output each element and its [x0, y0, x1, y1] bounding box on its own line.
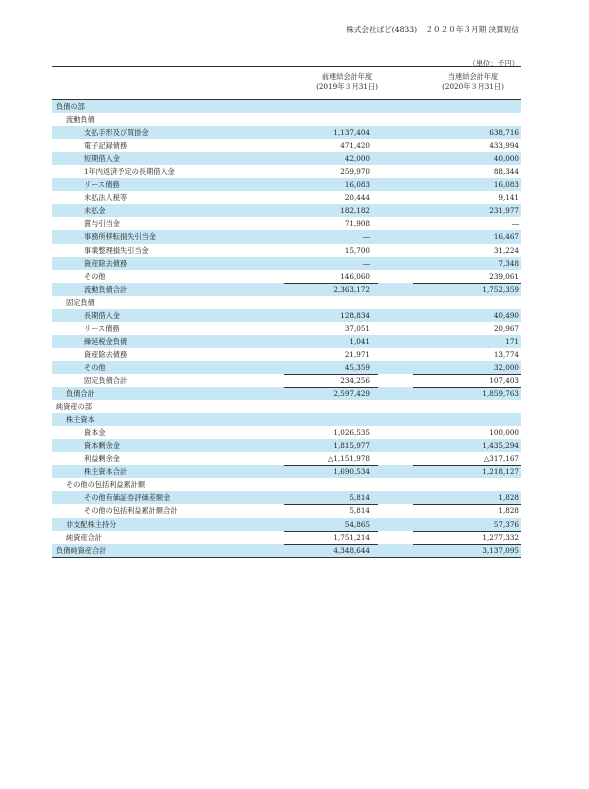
- unit-label: （単位：千円）: [468, 59, 519, 68]
- row-value-prev: 71,908: [344, 219, 370, 229]
- row-value-prev: 1,026,535: [333, 428, 370, 438]
- table-row: [52, 283, 521, 296]
- row-value-prev: 2,597,429: [333, 389, 370, 399]
- row-label: 事務所移転損失引当金: [84, 232, 156, 242]
- row-value-curr: 13,774: [493, 349, 519, 359]
- row-value-prev: △1,151,978: [327, 454, 370, 464]
- table-row: [52, 230, 521, 243]
- balance-sheet-table: [52, 66, 521, 558]
- row-value-prev: ―: [362, 258, 370, 268]
- row-value-curr: 40,490: [493, 310, 519, 320]
- table-row: [52, 531, 521, 544]
- row-label: 事業整理損失引当金: [84, 245, 149, 255]
- column-curr-title: 当連結会計年度: [447, 72, 499, 81]
- subtotal-rule: [413, 283, 521, 284]
- table-row: [52, 491, 521, 504]
- row-label: 株主資本合計: [84, 467, 128, 477]
- table-row: [52, 348, 521, 361]
- subtotal-rule: [284, 374, 378, 375]
- subtotal-rule: [284, 387, 378, 388]
- row-label: 負債合計: [66, 389, 95, 399]
- row-label: 非支配株主持分: [66, 519, 117, 529]
- row-label: 流動負債合計: [84, 284, 128, 294]
- subtotal-rule: [284, 531, 378, 532]
- row-label: 長期借入金: [84, 310, 120, 320]
- row-value-curr: 1,435,294: [482, 441, 519, 451]
- row-value-curr: 1,828: [498, 493, 519, 503]
- row-value-prev: 234,256: [340, 375, 370, 385]
- row-value-curr: 1,859,763: [482, 389, 519, 399]
- table-row: [52, 126, 521, 139]
- table-row: [52, 191, 521, 204]
- row-value-curr: 16,467: [493, 232, 519, 242]
- table-body: [52, 100, 521, 557]
- row-value-curr: 9,141: [498, 193, 519, 203]
- table-row: [52, 296, 521, 309]
- row-label: 支払手形及び買掛金: [84, 128, 149, 138]
- table-row: [52, 178, 521, 191]
- table-row: [52, 544, 521, 557]
- table-row: [52, 113, 521, 126]
- column-header: [52, 67, 521, 100]
- row-label: リース債務: [84, 323, 120, 333]
- row-label: 純資産合計: [66, 532, 102, 542]
- row-label: その他有価証券評価差額金: [84, 493, 171, 503]
- row-value-prev: 1,137,404: [333, 128, 370, 138]
- row-value-prev: 15,700: [344, 245, 370, 255]
- row-label: 短期借入金: [84, 154, 120, 164]
- row-label: その他: [84, 362, 106, 372]
- document-header: [346, 24, 519, 35]
- subtotal-rule: [413, 465, 521, 466]
- row-value-curr: 3,137,095: [482, 545, 519, 555]
- row-value-prev: 259,970: [340, 167, 370, 177]
- table-row: [52, 270, 521, 283]
- row-value-prev: 5,814: [349, 493, 370, 503]
- row-label: 資本剰余金: [84, 441, 120, 451]
- row-value-prev: ―: [362, 232, 370, 242]
- subtotal-rule: [284, 504, 378, 505]
- row-label: 資産除去債務: [84, 349, 128, 359]
- row-label: その他の包括利益累計額: [66, 480, 146, 490]
- table-row: [52, 309, 521, 322]
- column-prev-date: (2019年３月31日): [316, 82, 378, 91]
- row-value-curr: 1,277,332: [482, 532, 519, 542]
- row-label: その他の包括利益累計額合計: [84, 506, 178, 516]
- table-row: [52, 152, 521, 165]
- row-value-prev: 4,348,644: [333, 545, 370, 555]
- row-value-prev: 471,420: [340, 141, 370, 151]
- row-label: 1年内返済予定の長期借入金: [84, 167, 175, 177]
- table-row: [52, 439, 521, 452]
- table-row: [52, 322, 521, 335]
- table-row: [52, 413, 521, 426]
- row-value-prev: 1,690,534: [333, 467, 370, 477]
- table-row: [52, 465, 521, 478]
- table-row: [52, 374, 521, 387]
- row-label: 資本金: [84, 428, 106, 438]
- table-row: [52, 361, 521, 374]
- period-title: ２０２０年３月期 決算短信: [425, 25, 519, 34]
- table-row: [52, 100, 521, 113]
- company-name: 株式会社ぱど(4833): [346, 25, 418, 34]
- subtotal-rule: [413, 374, 521, 375]
- row-value-prev: 2,363,172: [333, 284, 370, 294]
- row-value-prev: 42,000: [344, 154, 370, 164]
- table-row: [52, 426, 521, 439]
- row-value-prev: 54,865: [344, 519, 370, 529]
- table-row: [52, 217, 521, 230]
- table-row: [52, 139, 521, 152]
- row-value-curr: 1,828: [498, 506, 519, 516]
- column-prev-header: [302, 72, 392, 92]
- row-value-prev: 1,815,977: [333, 441, 370, 451]
- subtotal-rule: [284, 283, 378, 284]
- subtotal-rule: [413, 504, 521, 505]
- row-value-prev: 182,182: [340, 206, 370, 216]
- table-row: [52, 244, 521, 257]
- row-label: 負債純資産合計: [56, 545, 107, 555]
- table-row: [52, 504, 521, 517]
- subtotal-rule: [413, 387, 521, 388]
- row-value-curr: 433,994: [489, 141, 519, 151]
- row-label: 負債の部: [56, 102, 85, 111]
- row-label: 賞与引当金: [84, 219, 120, 229]
- row-label: 純資産の部: [56, 402, 92, 412]
- table-row: [52, 257, 521, 270]
- row-value-curr: 171: [505, 336, 519, 346]
- row-value-prev: 128,834: [340, 310, 370, 320]
- row-value-curr: ―: [511, 219, 519, 229]
- row-value-curr: △317,167: [483, 454, 519, 464]
- row-label: 流動負債: [66, 115, 95, 125]
- row-value-curr: 231,977: [489, 206, 519, 216]
- column-prev-title: 前連結会計年度: [321, 72, 373, 81]
- subtotal-rule: [413, 531, 521, 532]
- table-row: [52, 387, 521, 400]
- row-value-curr: 1,752,359: [482, 284, 519, 294]
- subtotal-rule: [413, 544, 521, 545]
- row-label: 電子記録債務: [84, 141, 128, 151]
- row-value-prev: 21,971: [344, 349, 370, 359]
- row-value-prev: 20,444: [344, 193, 370, 203]
- table-row: [52, 165, 521, 178]
- column-curr-header: [428, 72, 518, 92]
- row-label: 繰延税金負債: [84, 336, 128, 346]
- table-row: [52, 518, 521, 531]
- row-value-curr: 57,376: [493, 519, 519, 529]
- table-row: [52, 204, 521, 217]
- row-label: 未払金: [84, 206, 106, 216]
- row-value-curr: 239,061: [489, 271, 519, 281]
- row-value-prev: 146,060: [340, 271, 370, 281]
- row-value-curr: 40,000: [493, 154, 519, 164]
- row-label: 固定負債合計: [84, 375, 128, 385]
- table-row: [52, 335, 521, 348]
- subtotal-rule: [284, 544, 378, 545]
- column-curr-date: (2020年３月31日): [442, 82, 504, 91]
- table-bottom-rule: [52, 557, 521, 558]
- row-label: 資産除去債務: [84, 258, 128, 268]
- row-label: 固定負債: [66, 297, 95, 307]
- row-value-curr: 100,000: [489, 428, 519, 438]
- row-label: リース債務: [84, 180, 120, 190]
- row-label: 未払法人税等: [84, 193, 128, 203]
- row-value-curr: 16,083: [493, 180, 519, 190]
- row-value-curr: 1,218,127: [482, 467, 519, 477]
- row-value-prev: 16,083: [344, 180, 370, 190]
- row-label: 利益剰余金: [84, 454, 120, 464]
- row-value-prev: 1,751,214: [333, 532, 370, 542]
- row-value-prev: 1,041: [349, 336, 370, 346]
- row-value-curr: 88,344: [493, 167, 519, 177]
- row-value-curr: 7,348: [498, 258, 519, 268]
- row-value-curr: 107,403: [489, 375, 519, 385]
- row-value-prev: 45,359: [344, 362, 370, 372]
- row-label: 株主資本: [66, 415, 95, 425]
- row-value-prev: 37,051: [344, 323, 370, 333]
- row-value-curr: 638,716: [489, 128, 519, 138]
- subtotal-rule: [284, 465, 378, 466]
- table-row: [52, 452, 521, 465]
- row-value-curr: 20,967: [493, 323, 519, 333]
- row-value-prev: 5,814: [349, 506, 370, 516]
- row-value-curr: 31,224: [493, 245, 519, 255]
- table-row: [52, 478, 521, 491]
- table-row: [52, 400, 521, 413]
- row-label: その他: [84, 271, 106, 281]
- row-value-curr: 32,000: [493, 362, 519, 372]
